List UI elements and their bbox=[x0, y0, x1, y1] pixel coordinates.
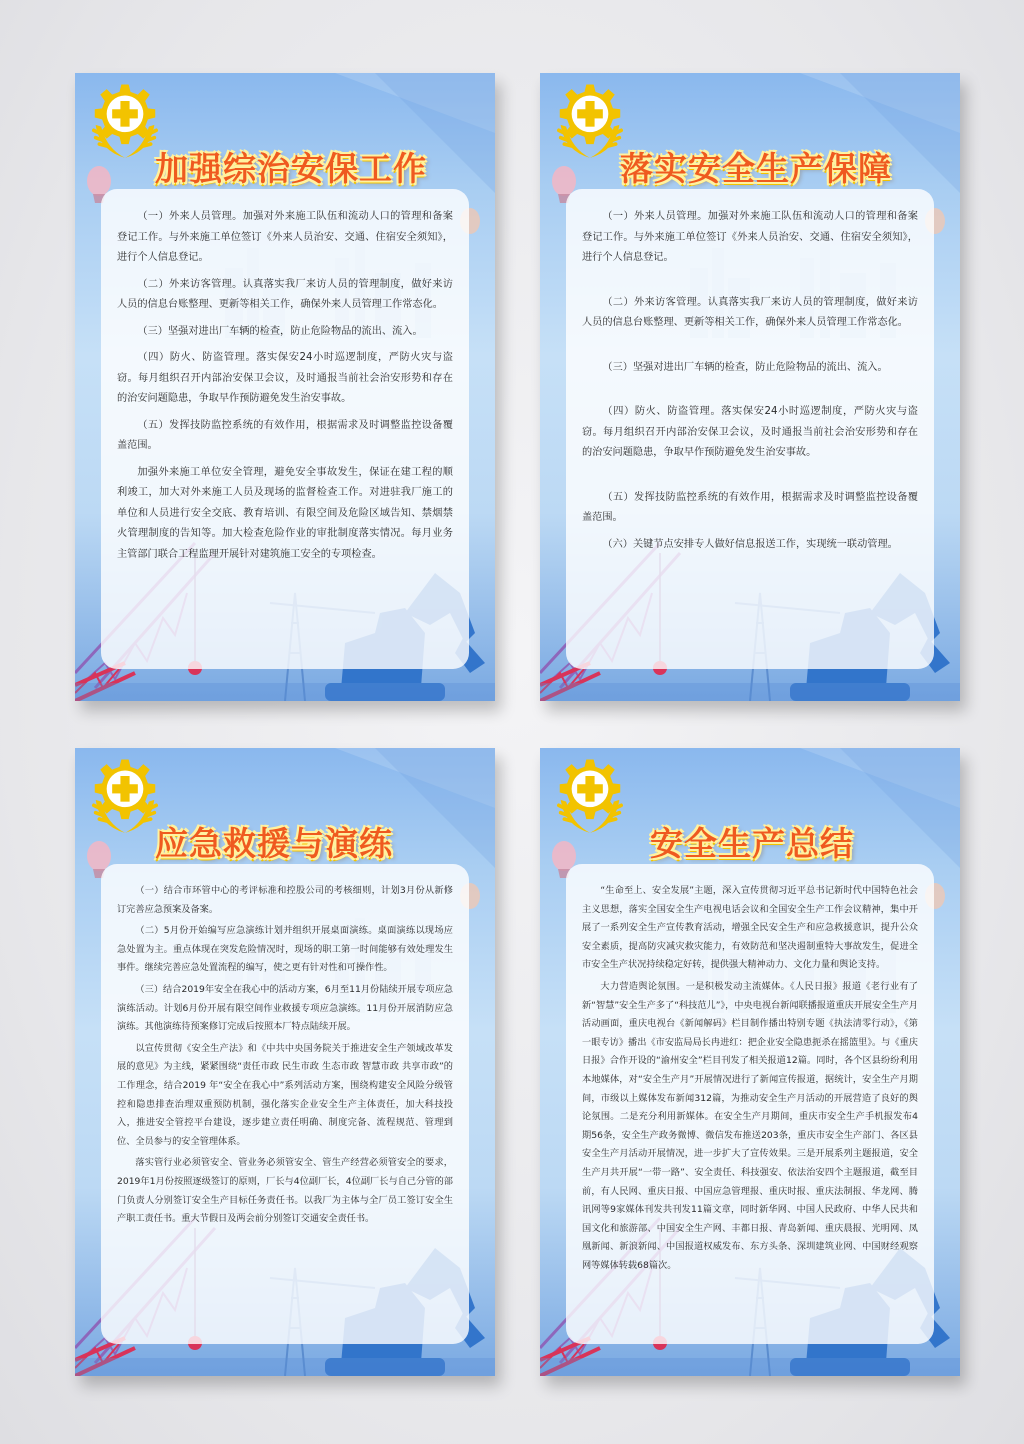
paragraph: （五）发挥技防监控系统的有效作用，根据需求及时调整监控设备覆盖范围。 bbox=[117, 419, 453, 451]
paragraph: “生命至上、安全发展”主题，深入宣传贯彻习近平总书记新时代中国特色社会主义思想，落实全国安全生产电视电话会议和全国安全生产工作会议精神，集中开展了一系列安全生产宣传教育活动，增强全民安全生产和应急救援意识，提升公众安全素质，提高防灾减灾救灾能力，有效防范和坚决遏制重特大事故发生，促进全市安全生产状况持续稳定好转，提供强大精神动力、文化力量和舆论支持。 bbox=[582, 885, 918, 971]
paragraph: （二）外来访客管理。认真落实我厂来访人员的管理制度，做好来访人员的信息台账整理、更新等相关工作，确保外来人员管理工作常态化。 bbox=[582, 296, 918, 328]
poster-security-work bbox=[75, 73, 495, 701]
poster-title: 应急救援与演练 bbox=[155, 824, 393, 863]
paragraph: 大力营造舆论氛围。一是积极发动主流媒体。《人民日报》报道《老行业有了新“智慧”安全生产多了“科技范儿”》，中央电视台新闻联播报道重庆开展安全生产月活动画面，重庆电视台《新闻解码》栏目制作播出特别专题《执法清零行动》，《第一眼专访》播出《市安监局局长冉进红：把企业安全隐患扼杀在摇篮里》。与《重庆日报》合作开设的“渝州安全”栏目刊发了相关报道12篇。同时，各个区县纷纷利用本地媒体，对“安全生产月”开展情况进行了新闻宣传报道，据统计，安全生产月期间，市级以上媒体发布新闻312篇，为推动安全生产月活动的开展营造了良好的舆论氛围。二是充分利用新媒体。在安全生产月期间，重庆市安全生产手机报发布4期56条，安全生产政务微博、微信发布推送203条，重庆市安全生产部门、各区县安全生产月活动开展情况，进一步扩大了宣传效果。三是开展系列主题报道，安全生产月共开展“一带一路”、安全责任、科技强安、依法治安四个主题报道，截至目前，有人民网、重庆日报、中国应急管理报、重庆时报、重庆法制报、华龙网、腾讯网等9家媒体刊发共刊发11篇文章，同时新华网、中国人民政府、中华人民共和国文化和旅游部、中国安全生产网、丰都日报、青岛新闻、重庆晨报、光明网、凤凰新闻、新浪新闻、中国报道权威发布、东方头条、深圳建筑业网、中国财经观察网等媒体转载68篇次。 bbox=[582, 980, 918, 1271]
safety-cross-emblem-icon bbox=[546, 754, 634, 842]
poster-title: 安全生产总结 bbox=[650, 824, 854, 863]
content-panel bbox=[566, 189, 934, 669]
paragraph: （四）防火、防盗管理。落实保安24小时巡逻制度，严防火灾与盗窃。每月组织召开内部治安保卫会议，及时通报当前社会治安形势和存在的治安问题隐患，争取早作预防避免发生治安事故。 bbox=[117, 352, 453, 404]
paragraph: （四）防火、防盗管理。落实保安24小时巡逻制度，严防火灾与盗窃。每月组织召开内部治安保卫会议，及时通报当前社会治安形势和存在的治安问题隐患，争取早作预防避免发生治安事故。 bbox=[582, 406, 918, 458]
poster-title: 加强综治安保工作 bbox=[155, 149, 427, 188]
paragraph: （三）坚强对进出厂车辆的检查，防止危险物品的流出、流入。 bbox=[602, 361, 888, 373]
paragraph: （六）关键节点安排专人做好信息报送工作，实现统一联动管理。 bbox=[602, 538, 898, 550]
paragraph: （一）外来人员管理。加强对外来施工队伍和流动人口的管理和备案登记工作。与外来施工单位签订《外来人员治安、交通、住宿安全须知》，进行个人信息登记。 bbox=[582, 211, 918, 263]
content-panel bbox=[101, 189, 469, 669]
poster-production-guarantee bbox=[540, 73, 960, 701]
content-panel bbox=[101, 864, 469, 1344]
poster-title: 落实安全生产保障 bbox=[620, 149, 892, 188]
poster-safety-summary bbox=[540, 748, 960, 1376]
paragraph: 落实管行业必须管安全、管业务必须管安全、管生产经营必须管安全的要求，2019年1月份按照逐级签订的原则，厂长与4位副厂长，4位副厂长与自己分管的部门负责人分别签订安全生产目标任务责任书。以我厂为主体与全厂员工签订安全生产职工责任书。重大节假日及两会前分别签订交通安全责任书。 bbox=[117, 1157, 453, 1225]
paragraph: 加强外来施工单位安全管理，避免安全事故发生，保证在建工程的顺利竣工，加大对外来施工人员及现场的监督检查工作。对进驻我厂施工的单位和人员进行安全交底、教育培训、有限空间及危险区域告知、禁烟禁火管理制度的告知等。加大检查危险作业的审批制度落实情况。每月业务主管部门联合工程监理开展针对建筑施工安全的专项检查。 bbox=[117, 466, 453, 560]
paragraph: （三）坚强对进出厂车辆的检查，防止危险物品的流出、流入。 bbox=[137, 325, 423, 337]
paragraph: （一）外来人员管理。加强对外来施工队伍和流动人口的管理和备案登记工作。与外来施工单位签订《外来人员治安、交通、住宿安全须知》，进行个人信息登记。 bbox=[117, 211, 453, 263]
content-panel bbox=[566, 864, 934, 1344]
paragraph: （三）结合2019年安全在我心中的活动方案，6月至11月份陆续开展专项应急演练活动。计划6月份开展有限空间作业救援专项应急演练。11月份开展消防应急演练。其他演练待预案修订完成后按照本厂特点陆续开展。 bbox=[117, 983, 453, 1033]
paragraph: 以宣传贯彻《安全生产法》和《中共中央国务院关于推进安全生产领域改革发展的意见》为主线，紧紧围绕“责任市政 民生市政 生态市政 智慧市政 共享市政”的工作理念，结合2019 年“安全在我心中”系列活动方案，围绕构建安全风险分级管控和隐患排查治理双重预防机制，强化落实企业安全生产主体责任，加大科技投入，推进安全管控平台建设，逐步建立责任明确、制度完备、流程规范、管理到位、全员参与的安全管理体系。 bbox=[117, 1042, 453, 1147]
paragraph: （二）5月份开始编写应急演练计划并组织开展桌面演练。桌面演练以现场应急处置为主。重点体现在突发危险情况时，现场的职工第一时间能够有效处理发生事件。继续完善应急处置流程的编写，使之更有针对性和可操作性。 bbox=[117, 925, 453, 974]
paragraph: （二）外来访客管理。认真落实我厂来访人员的管理制度，做好来访人员的信息台账整理、更新等相关工作，确保外来人员管理工作常态化。 bbox=[117, 278, 453, 310]
paragraph: （五）发挥技防监控系统的有效作用，根据需求及时调整监控设备覆盖范围。 bbox=[582, 491, 918, 523]
paragraph: （一）结合市环管中心的考评标准和控股公司的考核细则，计划3月份从新修订完善应急预案及备案。 bbox=[117, 885, 453, 915]
poster-emergency-drill bbox=[75, 748, 495, 1376]
